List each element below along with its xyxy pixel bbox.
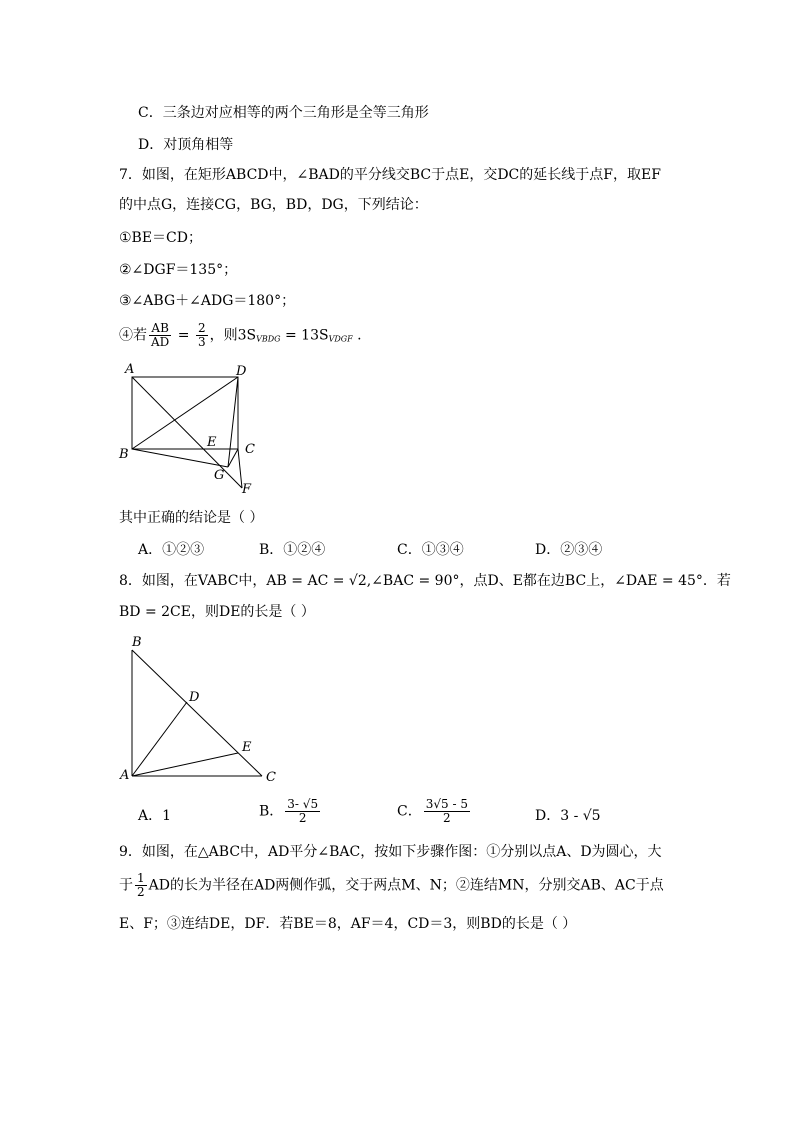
q8-option-b-label: B．	[259, 803, 284, 820]
q8-option-c-fraction	[424, 798, 470, 825]
label-a: A	[125, 362, 135, 377]
q7-c4-den: AD	[151, 335, 170, 349]
q7-option-a[interactable]: A．①②③	[138, 542, 205, 558]
label-f: F	[242, 482, 252, 497]
q8-option-a[interactable]: A．1	[138, 808, 172, 824]
label-b: B	[132, 635, 142, 650]
q8-option-c-label: C．	[397, 803, 422, 820]
segment-dg	[228, 377, 238, 467]
q7-c4-sub2: VDGF	[328, 334, 353, 344]
q8-option-c-num: 3√5 - 5	[425, 797, 468, 811]
segment-af	[132, 377, 242, 488]
q7-c4-sub1: VBDG	[256, 334, 281, 344]
q9-stem-line3: E、F；③连结DE，DF．若BE＝8，AF＝4，CD＝3，则BD的长是（ ）	[119, 916, 577, 932]
q8-figure	[110, 628, 290, 788]
q7-option-c[interactable]: C．①③④	[397, 542, 464, 558]
q7-question: 其中正确的结论是（ ）	[119, 510, 264, 526]
segment-bc	[132, 650, 262, 776]
label-b: B	[119, 447, 129, 462]
q7-conclusion-3: ③∠ABG＋∠ADG＝180°；	[119, 293, 296, 309]
label-d: D	[189, 690, 200, 705]
label-g: G	[214, 468, 225, 483]
label-d: D	[236, 364, 247, 379]
q8-stem-line2: BD = 2CE，则DE的长是（ ）	[119, 604, 315, 620]
q7-c4-post: ，则3S	[209, 327, 257, 344]
q7-c4-rden: 3	[197, 335, 206, 349]
q6-option-c: C．三条边对应相等的两个三角形是全等三角形	[138, 105, 429, 121]
label-c: C	[245, 442, 255, 457]
q8-stem-line1: 8．如图，在VABC中，AB = AC = √2,∠BAC = 90°，点D、E都在边BC上，∠DAE = 45°．若	[119, 573, 731, 589]
q7-option-d[interactable]: D．②③④	[535, 542, 603, 558]
q9-line2-post: AD的长为半径在AD两侧作弧，交于两点M、N；②连结MN，分别交AB、AC于点	[148, 877, 664, 894]
segment-bd	[132, 377, 238, 449]
q7-figure	[110, 358, 270, 500]
q7-option-b[interactable]: B．①②④	[259, 542, 326, 558]
q7-c4-ratio	[196, 322, 208, 349]
q9-line2-prefix: 于	[119, 877, 133, 894]
q8-option-b[interactable]	[259, 798, 322, 825]
segment-ae	[132, 753, 238, 776]
label-c: C	[266, 770, 276, 785]
q8-option-b-num: 3- √5	[287, 797, 319, 811]
q9-half-num: 1	[137, 871, 145, 885]
q8-option-c-den: 2	[443, 811, 451, 825]
q8-option-d[interactable]: D．3 - √5	[535, 808, 601, 824]
q7-c4-eq: =	[177, 327, 190, 344]
q6-option-d: D．对顶角相等	[138, 137, 234, 153]
q8-option-c[interactable]	[397, 798, 472, 825]
q7-c4-rnum: 2	[197, 321, 206, 335]
q7-c4-fraction	[149, 322, 171, 349]
q9-half-den: 2	[137, 885, 145, 899]
q7-stem-line1: 7．如图，在矩形ABCD中，∠BAD的平分线交BC于点E，交DC的延长线于点F，取EF	[119, 167, 661, 183]
q7-stem-line2: 的中点G，连接CG，BG，BD，DG，下列结论：	[119, 197, 428, 213]
label-a: A	[120, 768, 130, 783]
q9-half-fraction	[135, 872, 147, 899]
label-e: E	[207, 435, 217, 450]
q7-conclusion-1: ①BE＝CD；	[119, 230, 202, 246]
q7-c4-prefix: ④若	[119, 327, 147, 344]
segment-ad	[132, 702, 187, 776]
q7-c4-num: AB	[149, 322, 171, 336]
q9-stem-line2	[119, 872, 664, 899]
q8-option-b-fraction	[285, 798, 320, 825]
q9-stem-line1: 9．如图，在△ABC中，AD平分∠BAC，按如下步骤作图：①分别以点A、D为圆心，大	[119, 844, 662, 860]
label-e: E	[242, 740, 252, 755]
q7-c4-end: .	[352, 327, 362, 344]
q7-c4-mid: = 13S	[280, 327, 329, 344]
q7-conclusion-2: ②∠DGF＝135°；	[119, 262, 238, 278]
segment-bg	[132, 449, 228, 467]
q7-conclusion-4	[119, 322, 362, 349]
q8-option-b-den: 2	[298, 811, 307, 825]
